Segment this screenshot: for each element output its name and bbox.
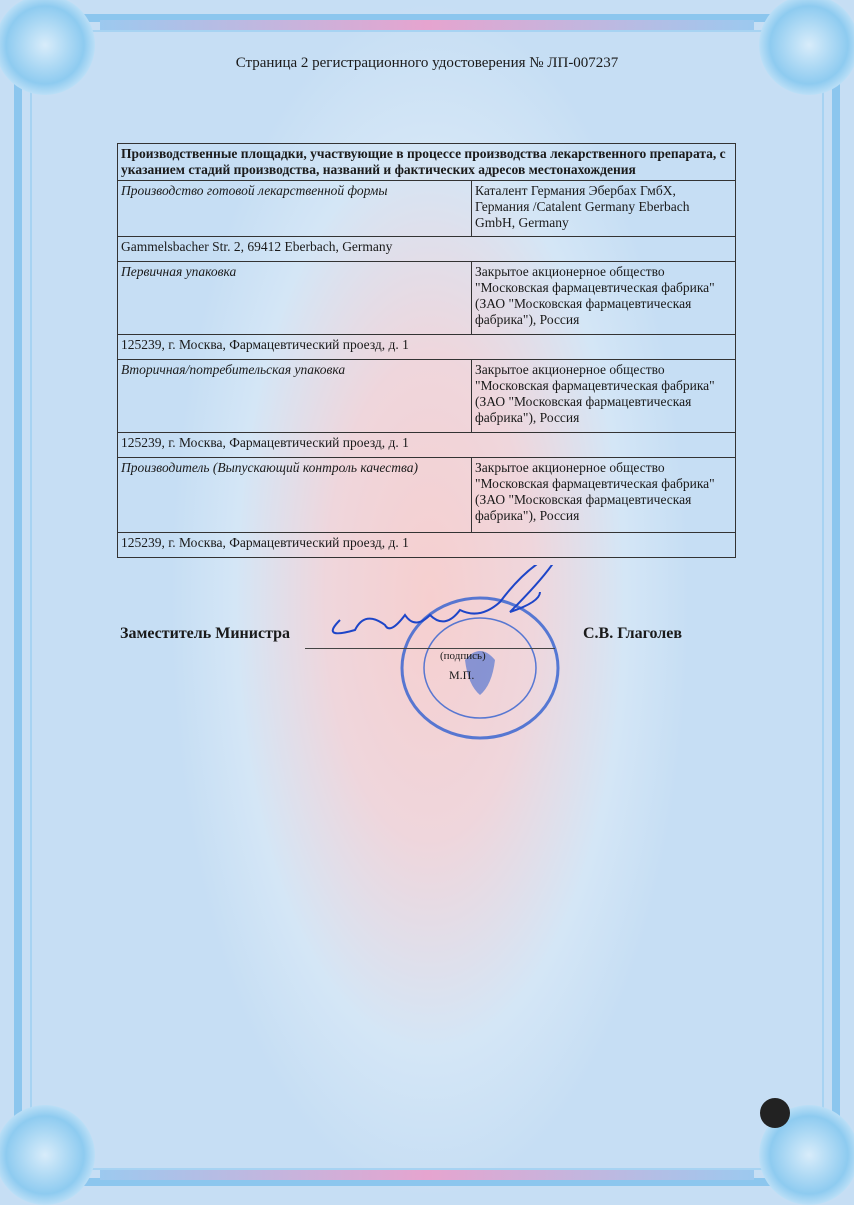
company-cell: Каталент Германия Эбербах ГмбХ, Германия /Catalent Germany Eberbach GmbH, Germany <box>472 181 736 237</box>
company-cell: Закрытое акционерное общество "Московская фармацевтическая фабрика" (ЗАО "Московская фармацевтическая фабрика"), Россия <box>472 262 736 335</box>
stage-cell: Производитель (Выпускающий контроль качества) <box>118 458 472 533</box>
signature-line <box>305 648 555 649</box>
stage-cell: Вторичная/потребительская упаковка <box>118 360 472 433</box>
signature-caption: (подпись) <box>440 650 486 662</box>
address-cell: 125239, г. Москва, Фармацевтический проезд, д. 1 <box>118 433 736 458</box>
company-cell: Закрытое акционерное общество "Московская фармацевтическая фабрика" (ЗАО "Московская фармацевтическая фабрика"), Россия <box>472 360 736 433</box>
company-cell: Закрытое акционерное общество "Московская фармацевтическая фабрика" (ЗАО "Московская фармацевтическая фабрика"), Россия <box>472 458 736 533</box>
table-row <box>118 262 736 335</box>
stage-cell: Производство готовой лекарственной формы <box>118 181 472 237</box>
signatory-name: С.В. Глаголев <box>583 625 682 642</box>
address-cell: 125239, г. Москва, Фармацевтический проезд, д. 1 <box>118 335 736 360</box>
corner-rosette <box>759 0 854 95</box>
bottom-band <box>100 1170 754 1180</box>
table-row <box>118 181 736 237</box>
table-row <box>118 458 736 533</box>
punch-hole <box>760 1098 790 1128</box>
stage-cell: Первичная упаковка <box>118 262 472 335</box>
address-cell: 125239, г. Москва, Фармацевтический проезд, д. 1 <box>118 533 736 558</box>
address-cell: Gammelsbacher Str. 2, 69412 Eberbach, Germany <box>118 237 736 262</box>
production-sites-table <box>117 143 736 558</box>
handwritten-signature <box>300 565 560 655</box>
top-band <box>100 20 754 30</box>
corner-rosette <box>0 1105 95 1205</box>
stamp-placeholder: М.П. <box>449 668 475 682</box>
table-row <box>118 360 736 433</box>
signatory-position: Заместитель Министра <box>120 625 291 642</box>
page-title: Страница 2 регистрационного удостоверения № ЛП-007237 <box>235 55 619 71</box>
table-header: Производственные площадки, участвующие в процессе производства лекарственного препарата, с указанием стадий производства, названий и фактических адресов местонахождения <box>118 144 736 181</box>
